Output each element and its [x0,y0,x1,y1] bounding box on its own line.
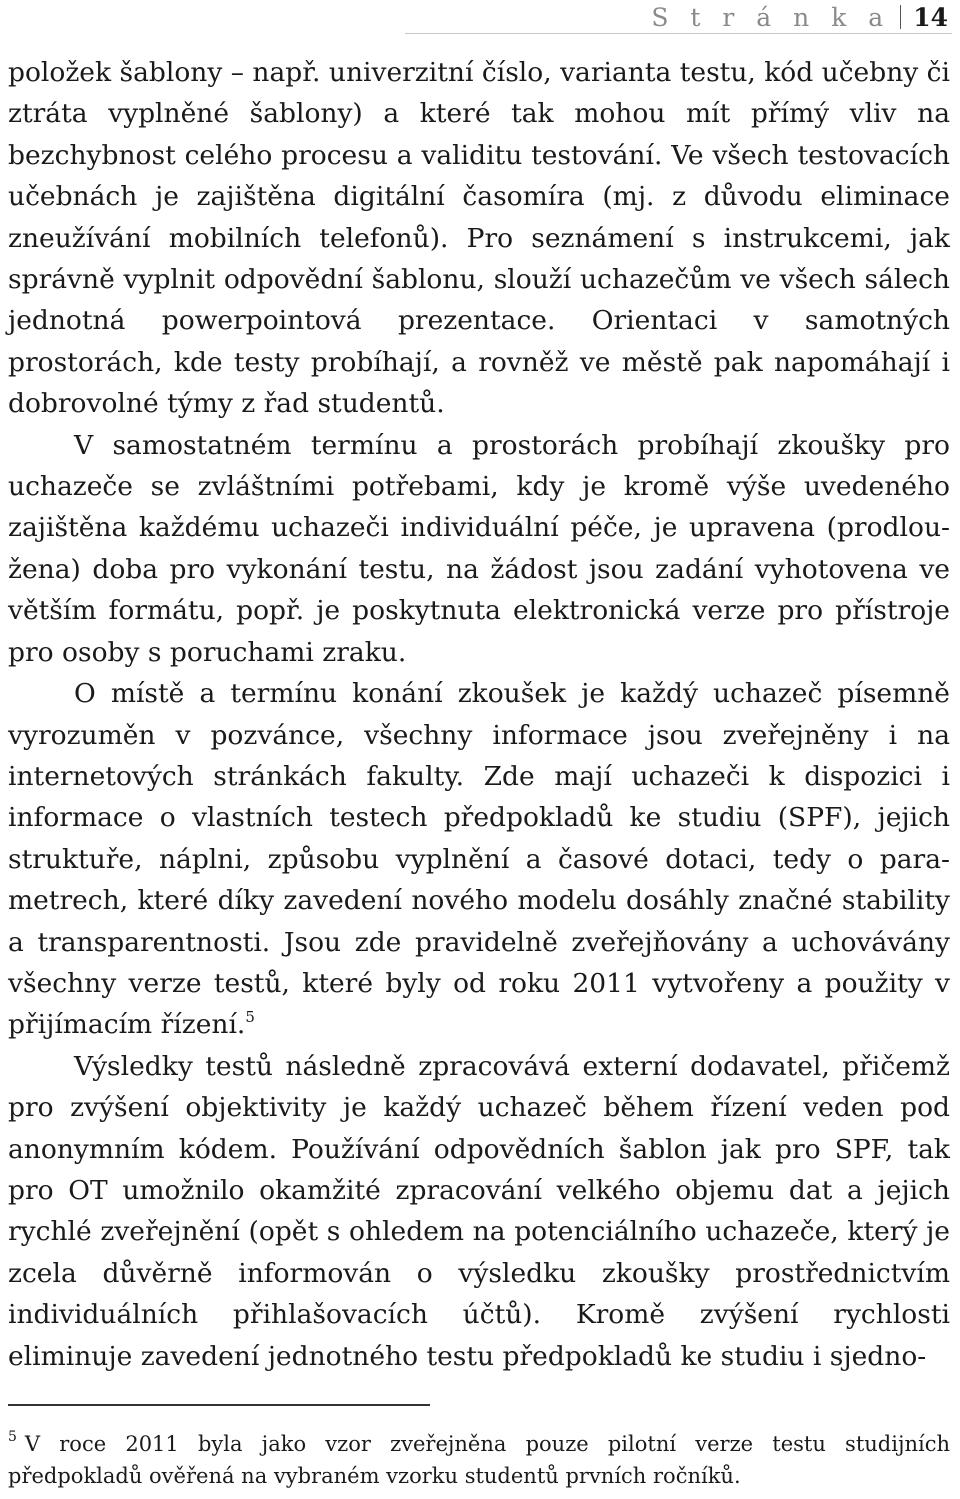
page-header [651,2,948,32]
header-separator [900,5,901,29]
footnote-text: V roce 2011 byla jako vzor zveřejněna pouze pilotní verze testu studijních předpokladů ověřená na vybraném vzorku studentů prvních ročníků. [8,1432,950,1488]
footnote-reference[interactable]: 5 [245,1007,255,1026]
footnote-rule [8,1404,430,1406]
paragraph-continuation: položek šablony – např. univerzitní číslo, varianta testu, kód učebny či ztráta vyplněné šablony) a které tak mohou mít přímý vliv na bezchybnost celého procesu a validitu testování. Ve všech testovacích učebnách je zajištěna digitální časomíra (mj. z důvodu eliminace zneužívání mobilních telefonů). Pro seznámení s instrukcemi, jak správně vyplnit odpovědní šablonu, slouží uchazečům ve všech sálech jednotná powerpointová prezentace. Orientaci v samotných prostorách, kde testy probíhají, a rovněž ve městě pak napomáhají i dobrovolné týmy z řad studentů. [8,57,950,420]
footnote-marker: 5 [8,1429,17,1445]
paragraph-results: Výsledky testů následně zpracovává externí dodavatel, přičemž pro zvýšení objektivity je každý uchazeč během řízení veden pod anonymním kódem. Používání odpovědních šablon jak pro SPF, tak pro OT umožnilo okamžité zpracování velkého objemu dat a jejich rychlé zveřejnění (opět s ohledem na potenciálního uchazeče, který je zcela důvěrně informován o výsledku zkoušky prostřednictvím individuálních přihlašovacích účtů). Kromě zvýšení rychlosti eliminuje zavedení jednotného testu předpokladů ke studiu i sjedno- [8,1050,950,1372]
footnote [8,1428,950,1492]
body-text [8,52,950,1377]
paragraph-special-needs: V samostatném termínu a prostorách probíhají zkoušky pro uchazeče se zvláštními potřebami, kdy je kromě výše uvedeného zajištěna každému uchazeči individuální péče, je upravena (prodloužena) doba pro vykonání testu, na žádost jsou zadání vyhotovena ve větším formátu, popř. je poskytnuta elektronická verze pro přístroje pro osoby s poruchami zraku. [8,429,950,668]
page-label: S t r á n k a [651,2,891,32]
paragraph-information-text: O místě a termínu konání zkoušek je každý uchazeč písemně vyrozuměn v pozvánce, všechny informace jsou zveřejněny i na internetových stránkách fakulty. Zde mají uchazeči k dispozici i informace o vlastních testech předpokladů ke studiu (SPF), jejich struktuře, náplni, způsobu vyplnění a časové dotaci, tedy o parametrech, které díky zavedení nového modelu dosáhly značné stability a transparentnosti. Jsou zde pravidelně zveřejňovány a uchovávány všechny verze testů, které byly od roku 2011 vytvořeny a použity v přijímacím řízení. [8,678,950,1041]
paragraph-information [8,673,950,1046]
page-number: 14 [913,2,948,32]
header-rule [405,33,952,34]
